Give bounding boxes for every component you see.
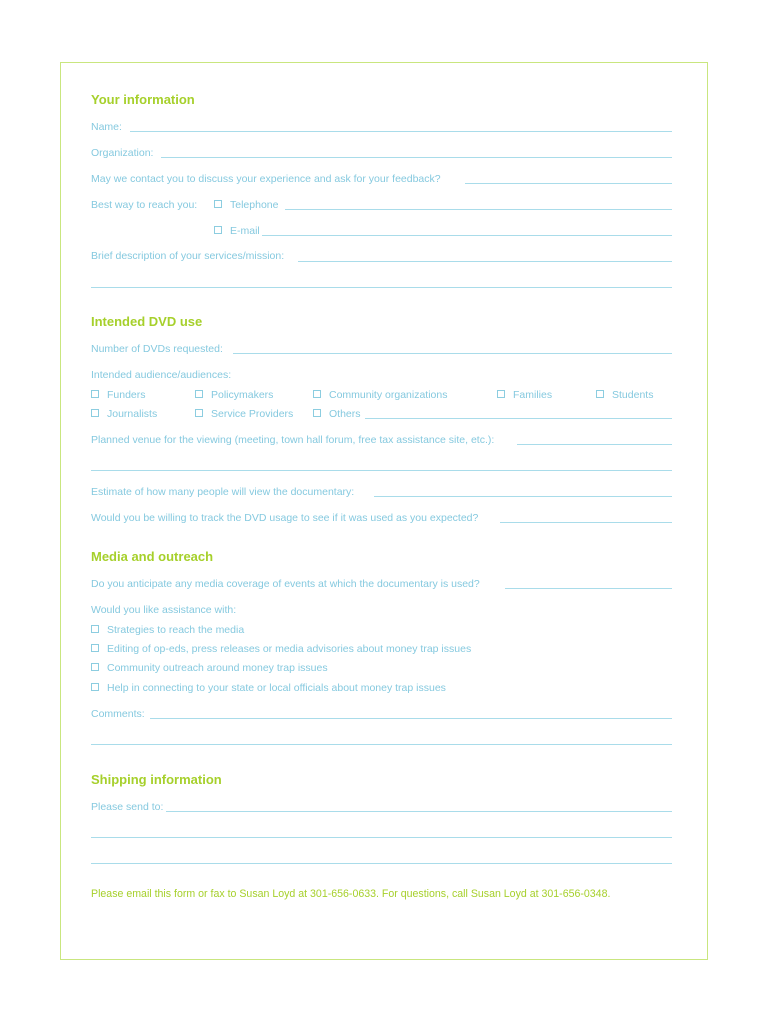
- community-outreach-checkbox[interactable]: [91, 663, 99, 671]
- comments-label: Comments:: [91, 708, 145, 720]
- description-field-line-1[interactable]: [298, 261, 672, 262]
- funders-label: Funders: [107, 389, 146, 401]
- policymakers-checkbox[interactable]: [195, 390, 203, 398]
- others-label: Others: [329, 408, 361, 420]
- contact-question-label: May we contact you to discuss your experience and ask for your feedback?: [91, 173, 441, 185]
- email-option-label: E-mail: [230, 225, 260, 237]
- strategies-label: Strategies to reach the media: [107, 624, 245, 636]
- policymakers-label: Policymakers: [211, 389, 274, 401]
- officials-checkbox[interactable]: [91, 683, 99, 691]
- officials-label: Help in connecting to your state or local officials about money trap issues: [107, 682, 446, 694]
- audience-label: Intended audience/audiences:: [91, 369, 232, 381]
- comments-field-line-2[interactable]: [91, 744, 672, 745]
- estimate-label: Estimate of how many people will view the documentary:: [91, 486, 355, 498]
- editing-checkbox[interactable]: [91, 644, 99, 652]
- media-coverage-label: Do you anticipate any media coverage of events at which the documentary is used?: [91, 578, 480, 590]
- section-heading-shipping-information: Shipping information: [91, 772, 222, 787]
- media-coverage-field[interactable]: [505, 588, 672, 589]
- journalists-label: Journalists: [107, 408, 158, 420]
- community-organizations-checkbox[interactable]: [313, 390, 321, 398]
- email-field[interactable]: [262, 235, 672, 236]
- dvd-number-label: Number of DVDs requested:: [91, 343, 223, 355]
- students-checkbox[interactable]: [596, 390, 604, 398]
- form-frame: [60, 62, 708, 960]
- students-label: Students: [612, 389, 654, 401]
- section-heading-intended-dvd-use: Intended DVD use: [91, 314, 203, 329]
- organization-field[interactable]: [161, 157, 672, 158]
- send-to-label: Please send to:: [91, 801, 164, 813]
- telephone-field[interactable]: [285, 209, 672, 210]
- community-organizations-label: Community organizations: [329, 389, 448, 401]
- community-outreach-label: Community outreach around money trap issues: [107, 662, 328, 674]
- telephone-option-label: Telephone: [230, 199, 279, 211]
- venue-label: Planned venue for the viewing (meeting, town hall forum, free tax assistance site, etc.):: [91, 434, 495, 446]
- journalists-checkbox[interactable]: [91, 409, 99, 417]
- assistance-label: Would you like assistance with:: [91, 604, 237, 616]
- send-to-field-line-2[interactable]: [91, 837, 672, 838]
- families-label: Families: [513, 389, 553, 401]
- footer-instructions: Please email this form or fax to Susan Loyd at 301-656-0633. For questions, call Susan Loyd at 301-656-0348.: [91, 888, 611, 900]
- service-providers-checkbox[interactable]: [195, 409, 203, 417]
- description-field-line-2[interactable]: [91, 287, 672, 288]
- description-label: Brief description of your services/mission:: [91, 250, 285, 262]
- telephone-checkbox[interactable]: [214, 200, 222, 208]
- venue-field-line-2[interactable]: [91, 470, 672, 471]
- section-heading-media-and-outreach: Media and outreach: [91, 549, 214, 564]
- track-field[interactable]: [500, 522, 672, 523]
- send-to-field-line-1[interactable]: [166, 811, 672, 812]
- families-checkbox[interactable]: [497, 390, 505, 398]
- service-providers-label: Service Providers: [211, 408, 294, 420]
- track-label: Would you be willing to track the DVD usage to see if it was used as you expected?: [91, 512, 479, 524]
- section-heading-your-information: Your information: [91, 92, 195, 107]
- editing-label: Editing of op-eds, press releases or media advisories about money trap issues: [107, 643, 472, 655]
- email-checkbox[interactable]: [214, 226, 222, 234]
- dvd-number-field[interactable]: [233, 353, 672, 354]
- others-field[interactable]: [365, 418, 672, 419]
- funders-checkbox[interactable]: [91, 390, 99, 398]
- send-to-field-line-3[interactable]: [91, 863, 672, 864]
- comments-field-line-1[interactable]: [150, 718, 672, 719]
- organization-label: Organization:: [91, 147, 154, 159]
- name-label: Name:: [91, 121, 122, 133]
- contact-answer-field[interactable]: [465, 183, 672, 184]
- venue-field-line-1[interactable]: [517, 444, 672, 445]
- strategies-checkbox[interactable]: [91, 625, 99, 633]
- reach-label: Best way to reach you:: [91, 199, 198, 211]
- estimate-field[interactable]: [374, 496, 672, 497]
- name-field[interactable]: [130, 131, 672, 132]
- others-checkbox[interactable]: [313, 409, 321, 417]
